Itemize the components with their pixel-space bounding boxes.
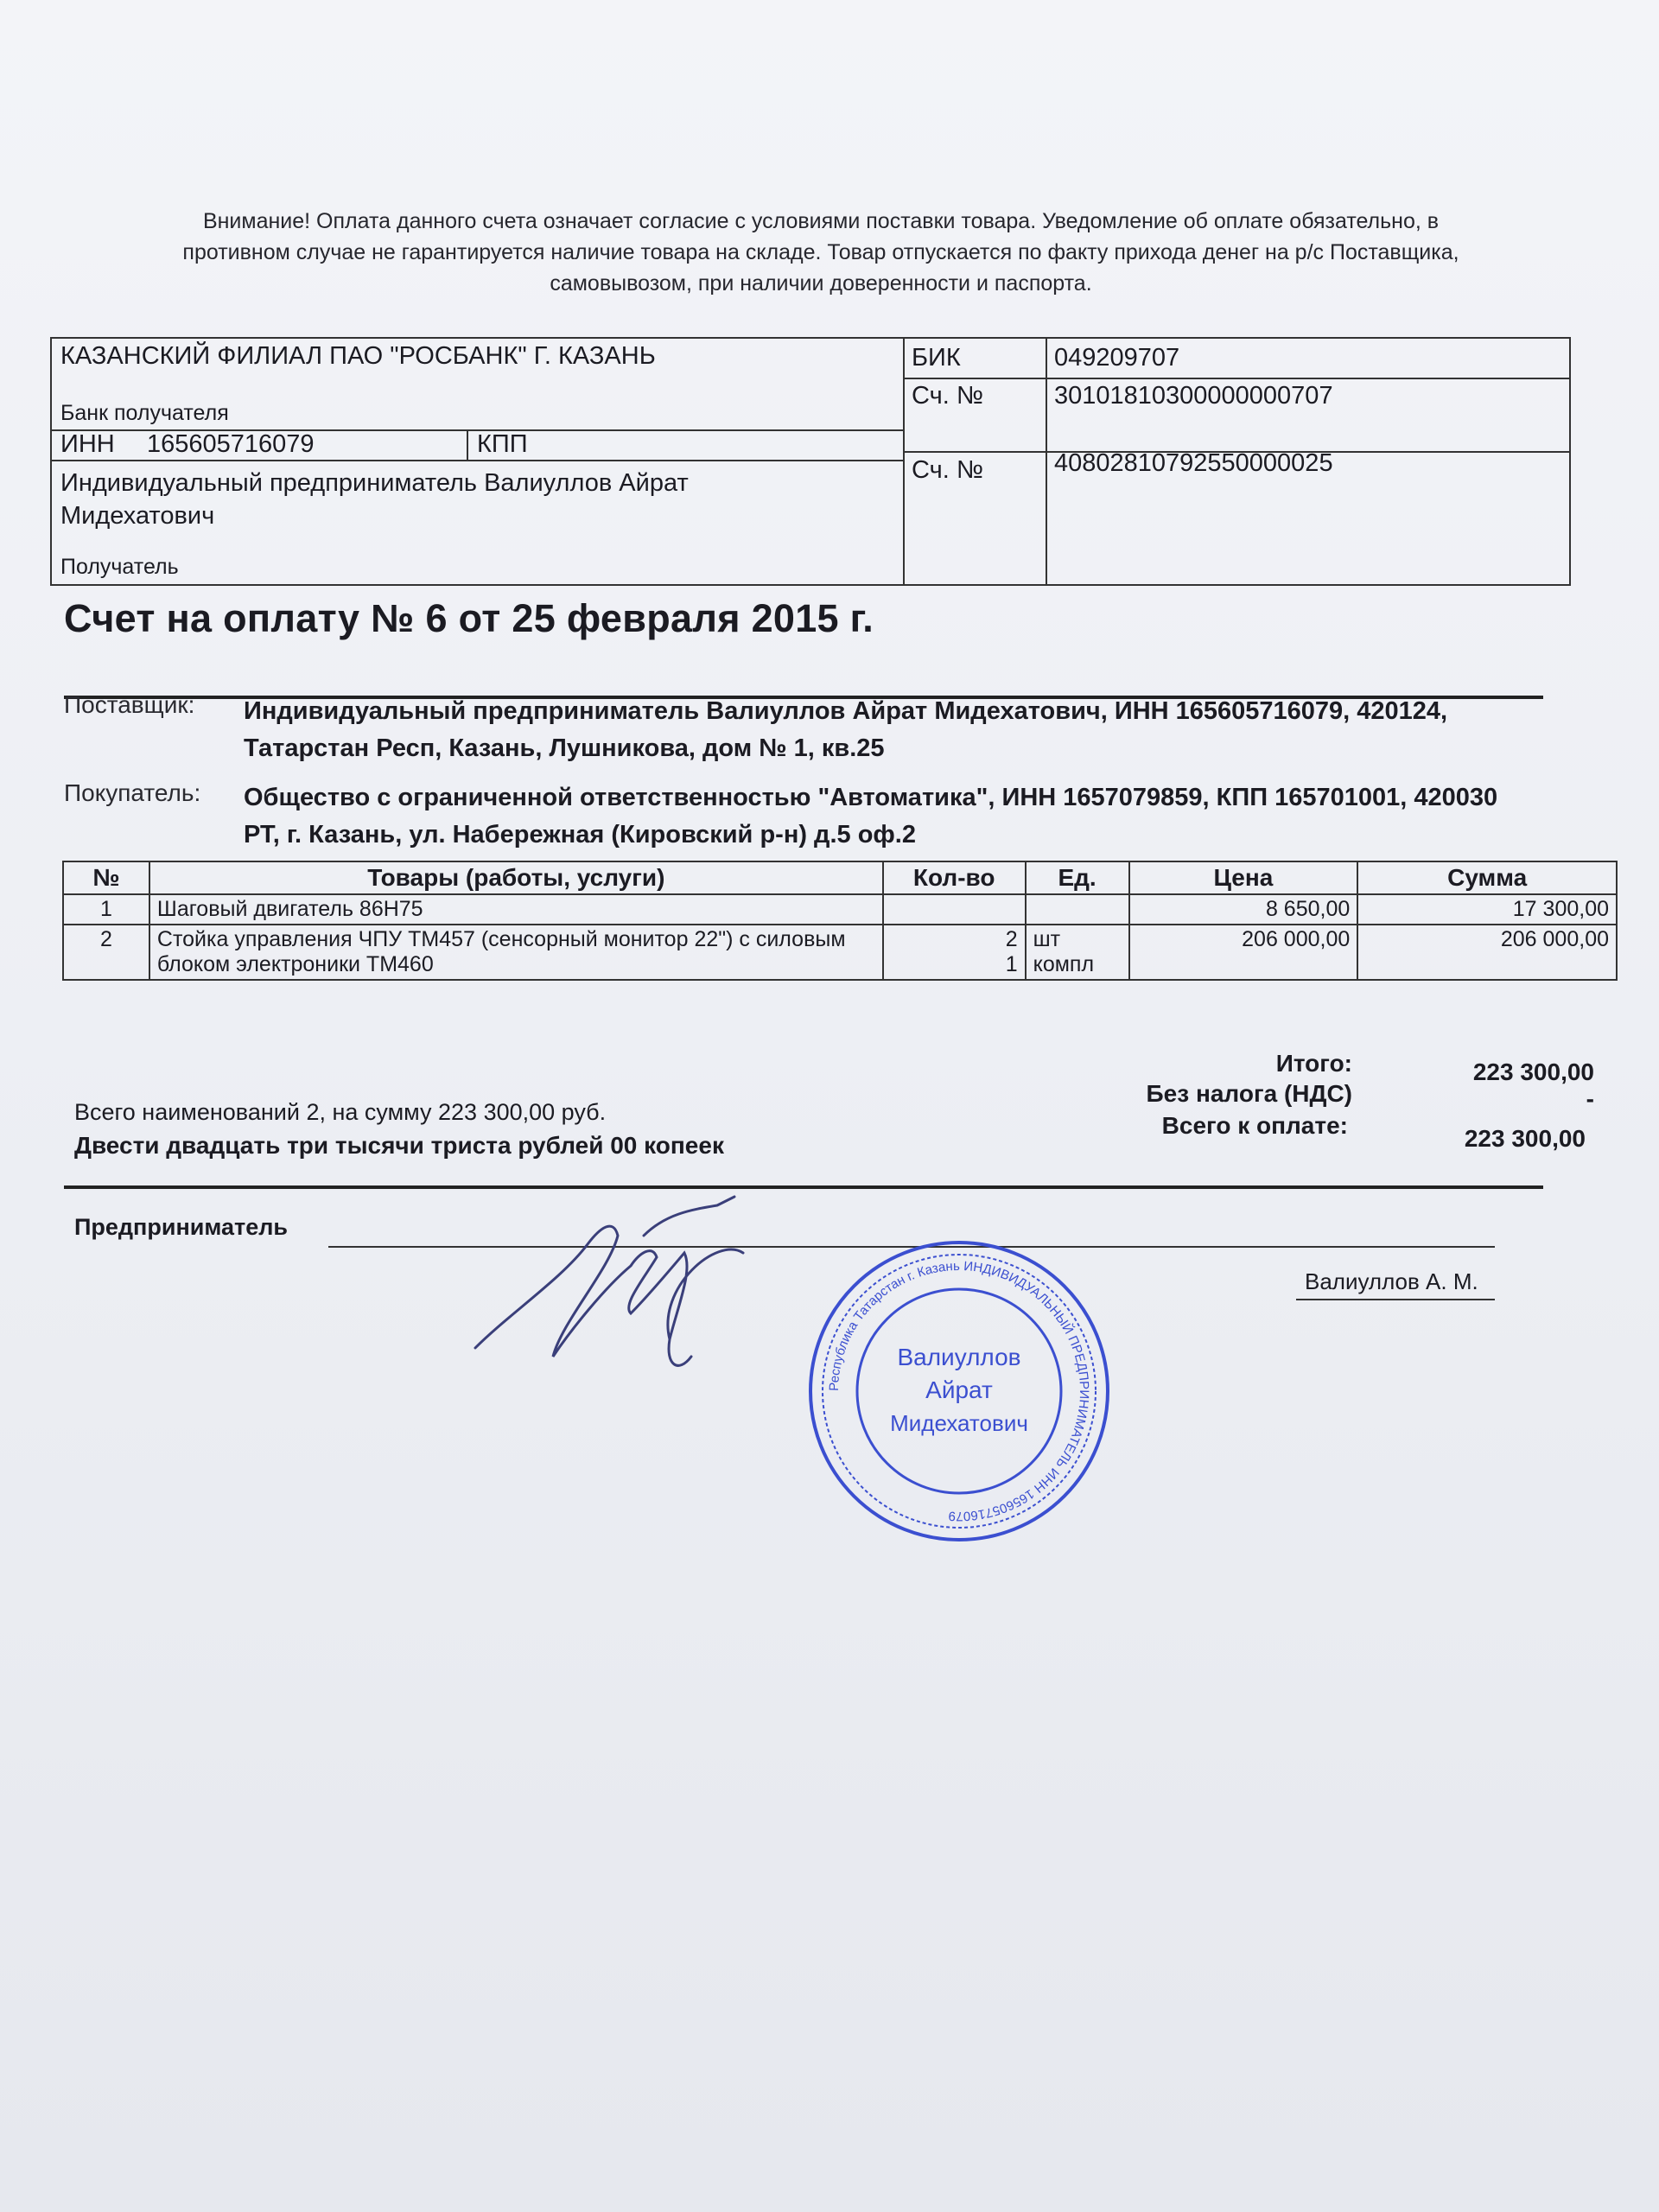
bank-caption: Банк получателя <box>60 401 229 425</box>
itogo-value: 223 300,00 <box>1472 1058 1594 1085</box>
summary-rule <box>64 1185 1543 1189</box>
row-qty <box>883 894 1026 925</box>
row-unit: шт компл <box>1026 925 1129 980</box>
row-price: 8 650,00 <box>1129 894 1358 925</box>
itogo-label: Итого: <box>1275 1050 1352 1077</box>
bank-name: КАЗАНСКИЙ ФИЛИАЛ ПАО "РОСБАНК" Г. КАЗАНЬ <box>60 342 656 370</box>
items-summary: Всего наименований 2, на сумму 223 300,00 руб. <box>74 1099 607 1125</box>
nds-value: - <box>1586 1085 1594 1112</box>
account-value: 40802810792550000025 <box>1054 449 1333 477</box>
bik-value: 049209707 <box>1054 344 1180 372</box>
signer-name: Валиуллов А. М. <box>1305 1268 1478 1294</box>
stamp-line-1: Валиуллов <box>897 1344 1021 1370</box>
items-table <box>62 861 1618 981</box>
bank-requisites <box>50 337 1571 586</box>
col-header-sum: Сумма <box>1357 861 1617 894</box>
account-label: Сч. № <box>912 456 983 484</box>
col-header-goods: Товары (работы, услуги) <box>149 861 883 894</box>
company-stamp <box>795 1227 1123 1555</box>
row-price: 206 000,00 <box>1129 925 1358 980</box>
stamp-line-2: Айрат <box>925 1376 993 1403</box>
buyer-value: Общество с ограниченной ответственностью "Автоматика", ИНН 1657079859, КПП 165701001, 420030 РТ, г. Казань, ул. Набережная (Кировский р-н) д.5 оф.2 <box>244 784 1498 849</box>
row-sum: 17 300,00 <box>1357 894 1617 925</box>
inn-label: ИНН <box>60 430 115 458</box>
bik-label: БИК <box>912 344 961 372</box>
row-num: 2 <box>63 925 149 980</box>
kpp-label: КПП <box>477 430 528 458</box>
corr-account-label: Сч. № <box>912 382 983 410</box>
supplier-label: Поставщик: <box>64 691 195 718</box>
row-goods: Стойка управления ЧПУ ТМ457 (сенсорный монитор 22") с силовым блоком электроники ТМ460 <box>149 925 883 980</box>
signer-name-underline <box>1296 1299 1495 1300</box>
payment-notice: Внимание! Оплата данного счета означает согласие с условиями поставки товара. Уведомление об оплате обязательно, в противном случае не гарантируется наличие товара на складе. Товар отпускается по факту прихода денег на р/с Поставщика, самовывозом, при наличии доверенности и паспорта. <box>182 209 1459 296</box>
row-qty: 2 1 <box>883 925 1026 980</box>
supplier-value: Индивидуальный предприниматель Валиуллов Айрат Мидехатович, ИНН 165605716079, 420124, Татарстан Респ, Казань, Лушникова, дом № 1, кв.25 <box>244 697 1448 762</box>
stamp-ring-text: Республика Татарстан г. Казань ИНДИВИДУАЛЬНЫЙ ПРЕДПРИНИМАТЕЛЬ ИНН 165605716079 <box>826 1258 1092 1524</box>
total-value: 223 300,00 <box>1464 1125 1586 1152</box>
row-num: 1 <box>63 894 149 925</box>
handwritten-signature <box>458 1184 786 1400</box>
amount-in-words: Двести двадцать три тысячи триста рублей 00 копеек <box>74 1132 724 1159</box>
col-header-num: № <box>63 861 149 894</box>
nds-label: Без налога (НДС) <box>1146 1080 1352 1107</box>
col-header-unit: Ед. <box>1026 861 1129 894</box>
col-header-qty: Кол-во <box>883 861 1026 894</box>
table-row <box>63 925 1617 980</box>
col-header-price: Цена <box>1129 861 1358 894</box>
row-sum: 206 000,00 <box>1357 925 1617 980</box>
corr-account-value: 30101810300000000707 <box>1054 382 1333 410</box>
recipient-name: Индивидуальный предприниматель Валиуллов Айрат Мидехатович <box>60 469 689 530</box>
table-header-row <box>63 861 1617 894</box>
stamp-line-3: Мидехатович <box>890 1410 1028 1436</box>
row-goods: Шаговый двигатель 86Н75 <box>149 894 883 925</box>
buyer-label: Покупатель: <box>64 779 201 806</box>
table-row <box>63 894 1617 925</box>
total-label: Всего к оплате: <box>1161 1112 1348 1139</box>
row-unit <box>1026 894 1129 925</box>
invoice-title: Счет на оплату № 6 от 25 февраля 2015 г. <box>64 596 874 640</box>
inn-value: 165605716079 <box>147 430 315 458</box>
recipient-caption: Получатель <box>60 555 179 579</box>
signer-role: Предприниматель <box>74 1214 288 1240</box>
